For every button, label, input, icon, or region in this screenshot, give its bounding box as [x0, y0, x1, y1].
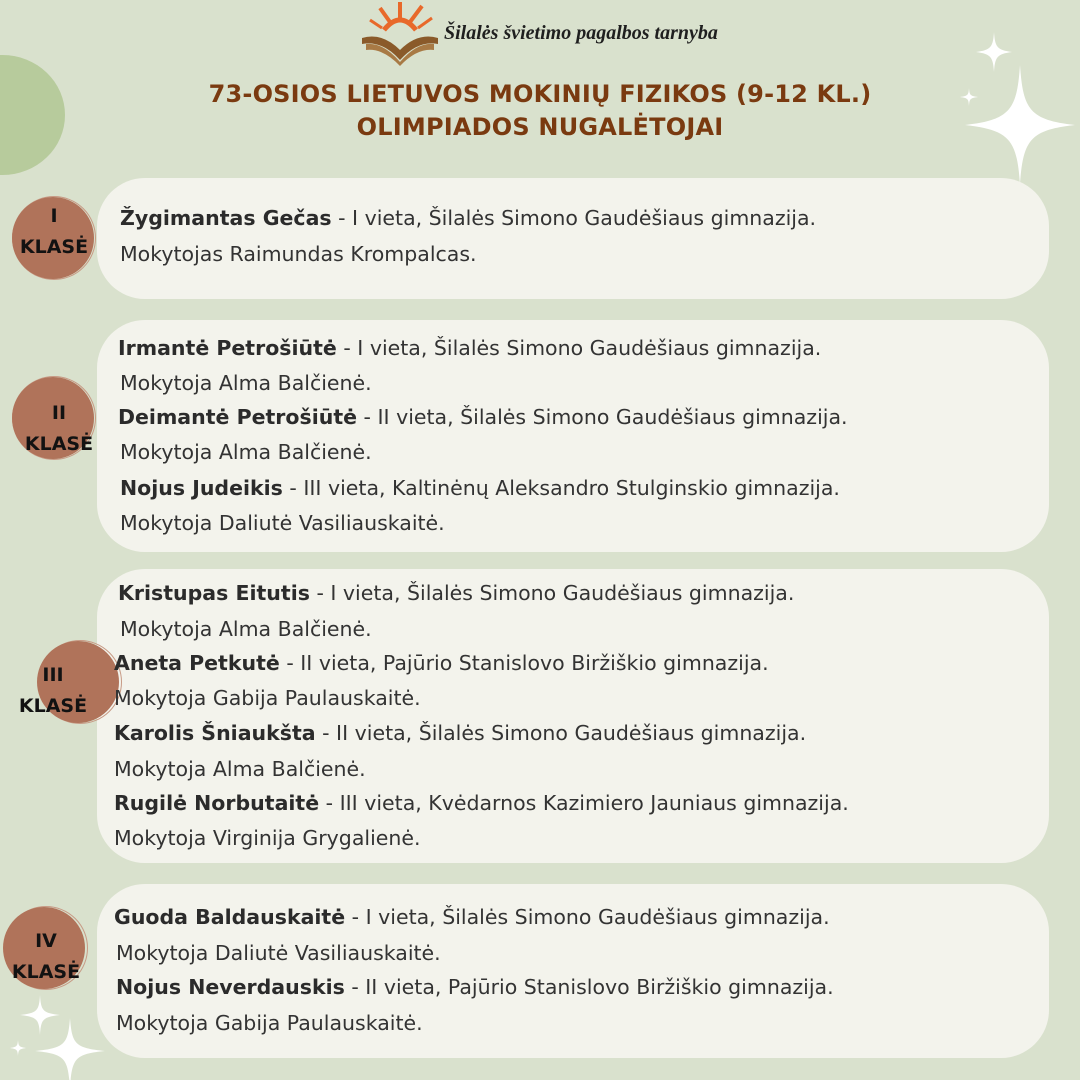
teacher-line: Mokytoja Gabija Paulauskaitė. [116, 1011, 423, 1035]
title-line-1: 73-OSIOS LIETUVOS MOKINIŲ FIZIKOS (9-12 KL.) [208, 80, 872, 108]
teacher-line: Mokytoja Alma Balčienė. [120, 371, 372, 395]
winner-line [118, 405, 848, 429]
winner-detail: - II vieta, Šilalės Simono Gaudėšiaus gimnazija. [315, 721, 807, 745]
class-card-3 [97, 569, 1049, 863]
winner-name: Irmantė Petrošiūtė [118, 336, 337, 360]
winner-name: Rugilė Norbutaitė [114, 791, 320, 815]
winner-name: Deimantė Petrošiūtė [118, 405, 358, 429]
class-card-1 [97, 178, 1049, 299]
teacher-line: Mokytoja Alma Balčienė. [120, 440, 372, 464]
sparkle-icon [10, 1040, 26, 1056]
org-name: Šilalės švietimo pagalbos tarnyba [444, 22, 718, 44]
teacher-line: Mokytoja Alma Balčienė. [120, 617, 372, 641]
winner-detail: - I vieta, Šilalės Simono Gaudėšiaus gimnazija. [331, 206, 817, 230]
teacher-line: Mokytoja Daliutė Vasiliauskaitė. [116, 941, 441, 965]
sparkle-icon [974, 30, 1014, 74]
winner-detail: - II vieta, Pajūrio Stanislovo Biržiškio gimnazija. [279, 651, 769, 675]
class-badge-label: III KLASĖ [18, 664, 88, 717]
winner-line [120, 476, 840, 500]
header-logo [358, 0, 758, 70]
winner-line [118, 581, 794, 605]
winner-detail: - II vieta, Šilalės Simono Gaudėšiaus gimnazija. [357, 405, 848, 429]
winner-name: Žygimantas Gečas [120, 206, 332, 230]
book-sunrise-logo-icon [358, 0, 442, 70]
winner-name: Guoda Baldauskaitė [114, 905, 346, 929]
teacher-line: Mokytoja Virginija Grygalienė. [114, 826, 421, 850]
winner-line [114, 721, 806, 745]
winner-detail: - I vieta, Šilalės Simono Gaudėšiaus gimnazija. [345, 905, 830, 929]
winner-detail: - I vieta, Šilalės Simono Gaudėšiaus gimnazija. [336, 336, 822, 360]
winner-detail: - I vieta, Šilalės Simono Gaudėšiaus gimnazija. [309, 581, 795, 605]
teacher-line: Mokytojas Raimundas Krompalcas. [120, 242, 477, 266]
class-badge-label: IV KLASĖ [11, 930, 81, 983]
winner-line [120, 206, 816, 230]
winner-line [114, 791, 849, 815]
class-badge-label: I KLASĖ [19, 205, 89, 258]
winner-line [114, 905, 830, 929]
class-badge-label: II KLASĖ [24, 402, 94, 455]
winner-detail: - II vieta, Pajūrio Stanislovo Biržiškio gimnazija. [344, 975, 834, 999]
teacher-line: Mokytoja Daliutė Vasiliauskaitė. [120, 511, 445, 535]
winner-name: Karolis Šniaukšta [114, 721, 316, 745]
sparkle-icon [35, 1018, 105, 1080]
winner-name: Nojus Judeikis [120, 476, 283, 500]
winner-line [114, 651, 769, 675]
page-title [0, 78, 1080, 144]
title-line-2: OLIMPIADOS NUGALĖTOJAI [356, 113, 724, 141]
winner-detail: - III vieta, Kvėdarnos Kazimiero Jauniaus gimnazija. [319, 791, 849, 815]
teacher-line: Mokytoja Gabija Paulauskaitė. [114, 686, 421, 710]
winner-name: Kristupas Eitutis [118, 581, 310, 605]
teacher-line: Mokytoja Alma Balčienė. [114, 757, 366, 781]
winner-line [116, 975, 834, 999]
winner-name: Aneta Petkutė [114, 651, 280, 675]
winner-line [118, 336, 821, 360]
winner-detail: - III vieta, Kaltinėnų Aleksandro Stulginskio gimnazija. [282, 476, 840, 500]
winner-name: Nojus Neverdauskis [116, 975, 345, 999]
